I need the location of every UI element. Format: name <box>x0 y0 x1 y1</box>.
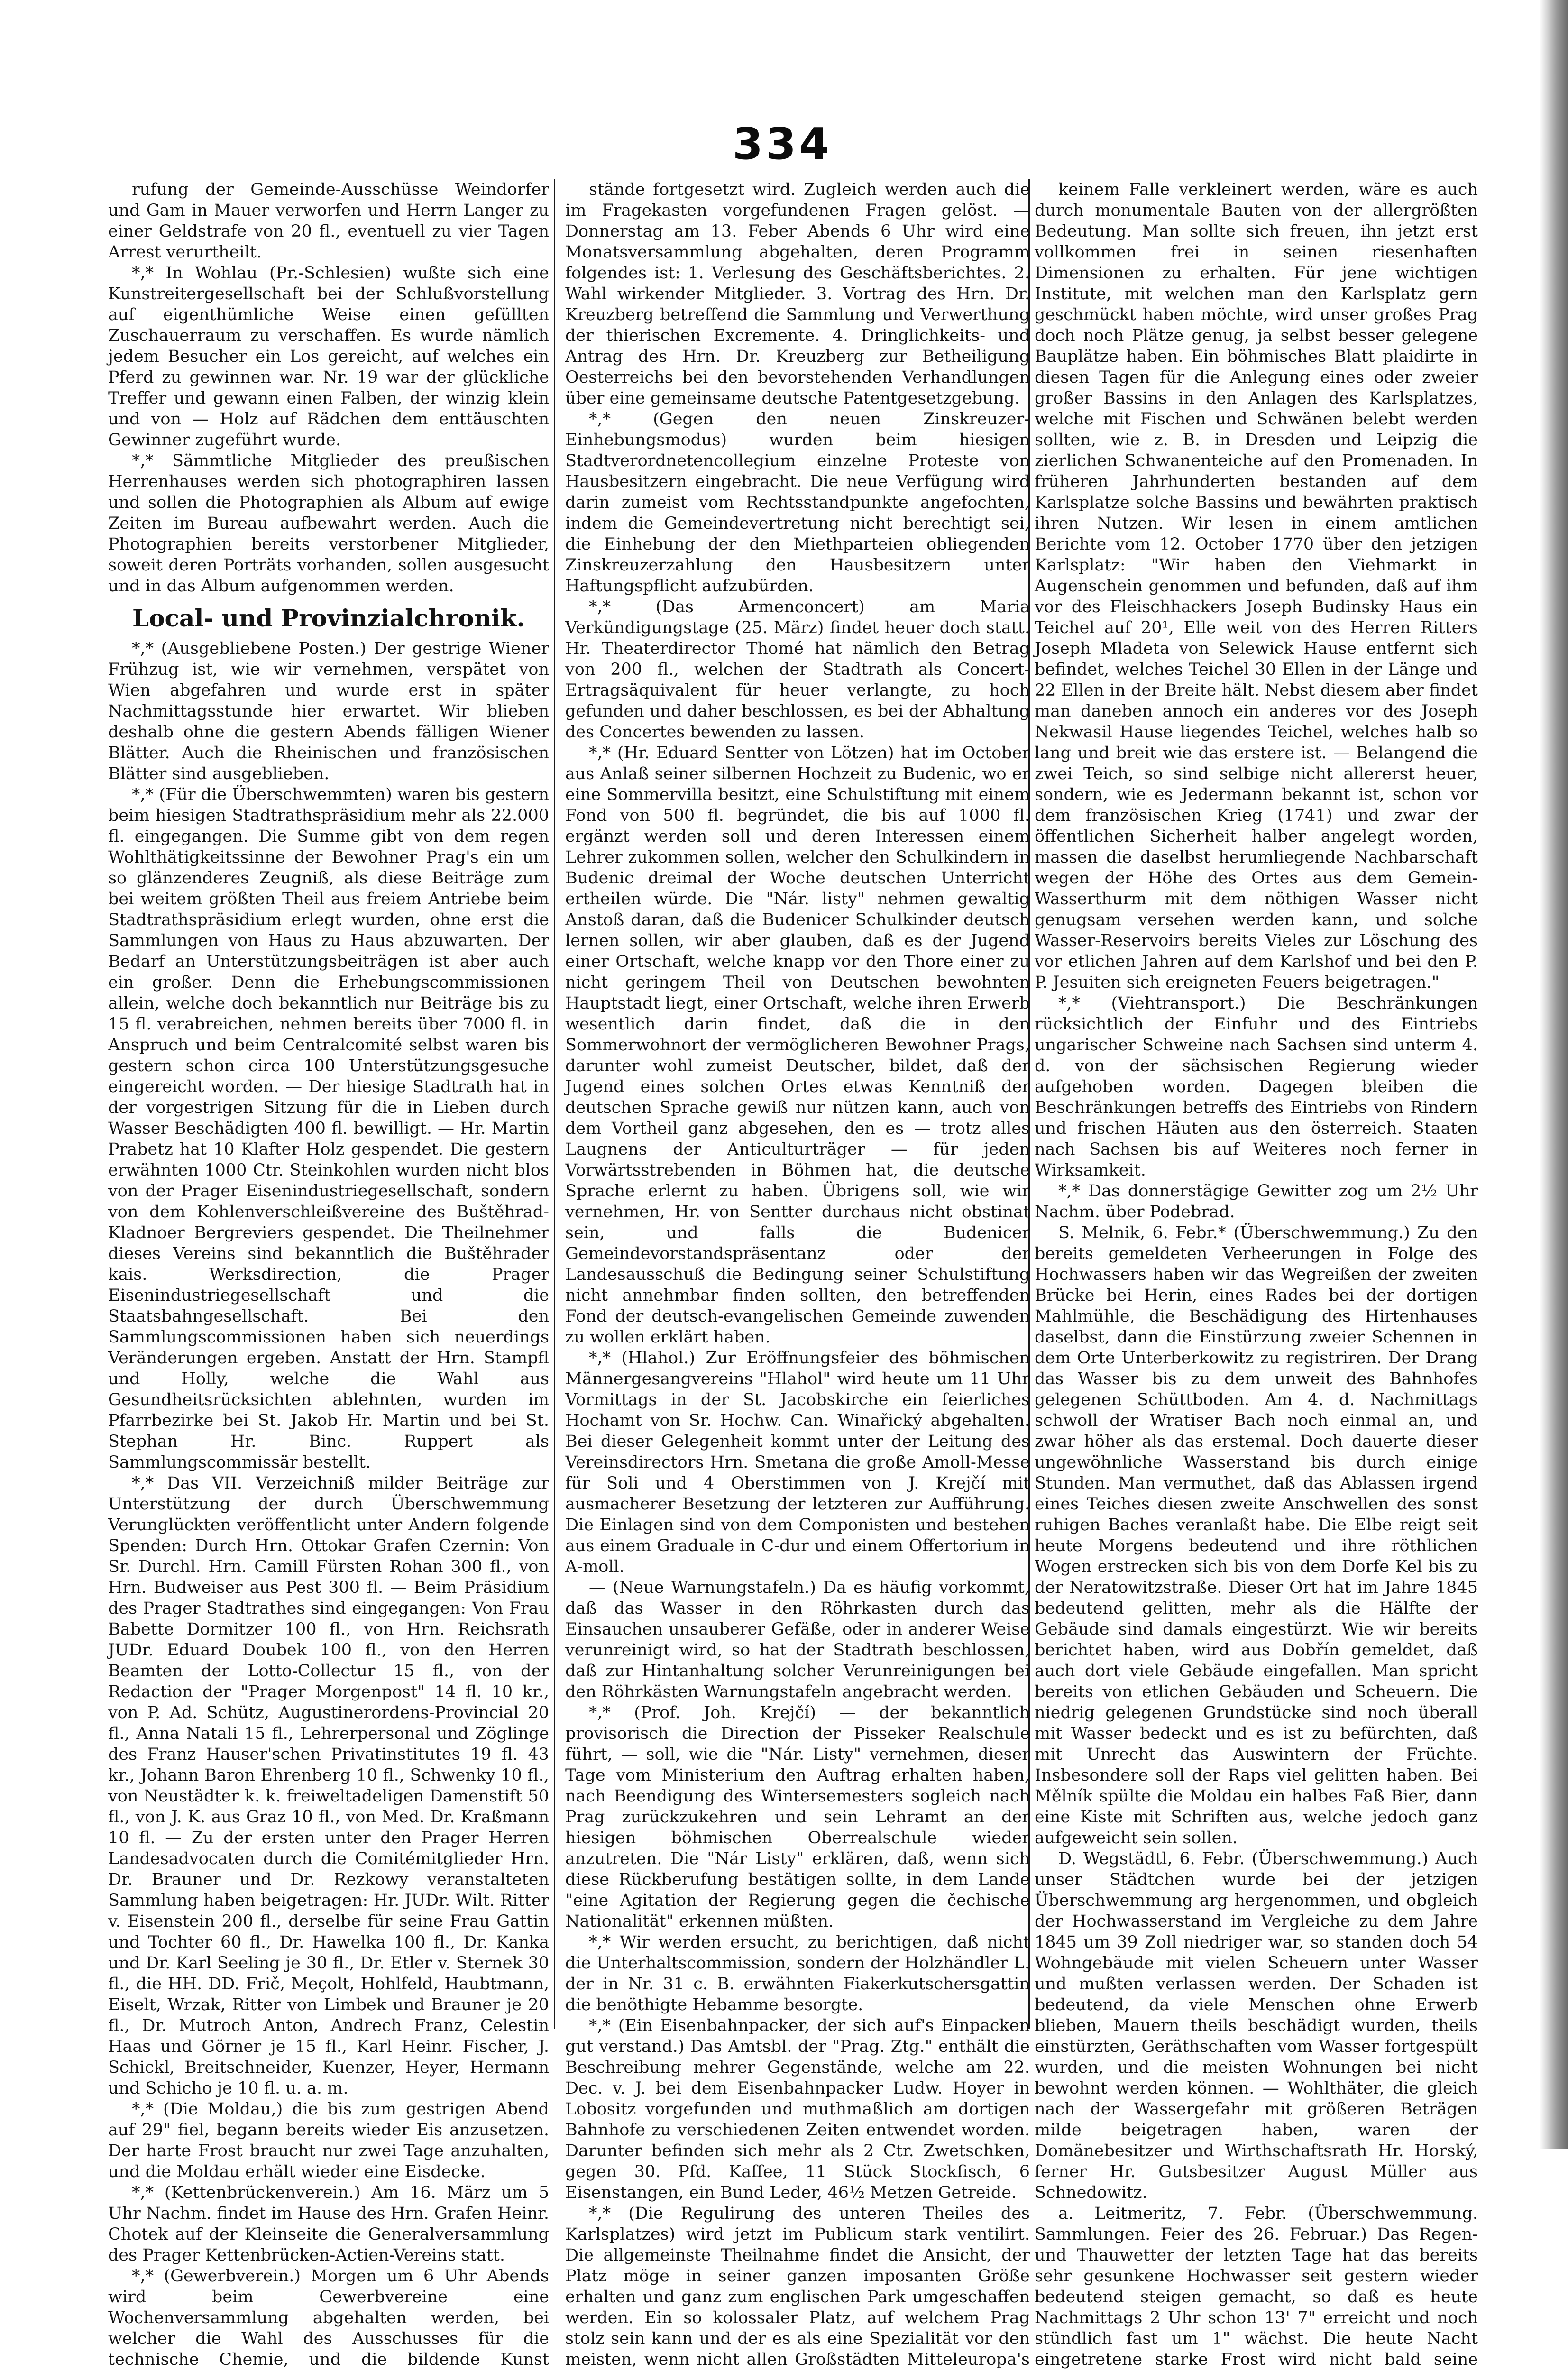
article-paragraph: *,* (Das Armenconcert) am Maria Verkündigungstage (25. März) findet heuer doch statt. Hr. Theaterdirector Thomé hat nämlich den Betrag von 200 fl., welchen der Stadtrath als Concert-Ertragsäquivalent für heuer verlangte, zu hoch gefunden und daher beschlossen, es bei der Abhaltung des Concertes bewenden zu lassen. <box>565 597 1030 742</box>
article-paragraph: *,* In Wohlau (Pr.-Schlesien) wußte sich eine Kunstreitergesellschaft bei der Schlußvorstellung auf eigenthümliche Weise einen gefüllten Zuschauerraum zu verschaffen. Es wurde nämlich jedem Besucher ein Los gereicht, auf welches ein Pferd zu gewinnen war. Nr. 19 war der glückliche Treffer und gewann einen Falben, der winzig klein und von — Holz auf Rädchen dem enttäuschten Gewinner zugeführt wurde. <box>108 264 549 450</box>
article-paragraph: *,* (Gegen den neuen Zinskreuzer-Einhebungsmodus) wurden beim hiesigen Stadtverordnetencollegium einzelne Proteste von Hausbesitzern eingebracht. Die neue Verfügung wird darin zumeist vom Rechtsstandpunkte angefochten, indem die Gemeindevertretung nicht berechtigt sei, die Einhebung der den Miethparteien obliegenden Zinskreuzerzahlung den Hausbesitzern unter Haftungspflicht aufzubürden. <box>565 410 1030 596</box>
article-paragraph: *,* (Hlahol.) Zur Eröffnungsfeier des böhmischen Männergesangvereins "Hlahol" wird heute um 11 Uhr Vormittags in der St. Jacobskirche ein feierliches Hochamt von Sr. Hochw. Can. Winařický abgehalten. Bei dieser Gelegenheit kommt unter der Leitung des Vereinsdirectors Hrn. Smetana die große Amoll-Messe für Soli und 4 Oberstimmen von J. Krejčí mit ausmacherer Besetzung der letzteren zur Aufführung. Die Einlagen sind von dem Componisten und bestehen aus einem Graduale in C-dur und einem Offertorium in A-moll. <box>565 1349 1030 1576</box>
article-paragraph: *,* Das donnerstägige Gewitter zog um 2½ Uhr Nachm. über Podebrad. <box>1035 1182 1478 1222</box>
article-paragraph: *,* (Für die Überschwemmten) waren bis gestern beim hiesigen Stadtrathspräsidium mehr als 22.000 fl. eingegangen. Die Summe gibt von dem regen Wohlthätigkeitssinne der Bewohner Prag's ein um so glänzenderes Zeugniß, als diese Beiträge zum bei weitem größten Theil aus freiem Antriebe beim Stadtrathspräsidium erlegt wurden, ohne erst die Sammlungen von Haus zu Haus abzuwarten. Der Bedarf an Unterstützungsbeiträgen ist aber auch ein großer. Denn die Erhebungscommissionen allein, welche doch bekanntlich nur Beiträge bis zu 15 fl. verabreichen, nehmen bereits über 7000 fl. in Anspruch und beim Centralcomité selbst waren bis gestern schon circa 100 Unterstützungsgesuche eingereicht worden. — Der hiesige Stadtrath hat in der vorgestrigen Sitzung für die in Lieben durch Wasser Beschädigten 400 fl. bewilligt. — Hr. Martin Prabetz hat 10 Klafter Holz gespendet. Die gestern erwähnten 1000 Ctr. Steinkohlen wurden nicht blos von der Prager Eisenindustriegesellschaft, sondern von dem Kohlenverschleißvereine des Buštěhrad-Kladnoer Bergreviers gespendet. Die Theilnehmer dieses Vereins sind bekanntlich die Buštěhrader kais. Werksdirection, die Prager Eisenindustriegesellschaft und die Staatsbahngesellschaft. Bei den Sammlungscommissionen haben sich neuerdings Veränderungen ergeben. Anstatt der Hrn. Stampfl und Holly, welche die Wahl aus Gesundheitsrücksichten ablehnten, wurden im Pfarrbezirke bei St. Jakob Hr. Martin und bei St. Stephan Hr. Binc. Ruppert als Sammlungscommissär bestellt. <box>108 785 549 1472</box>
article-paragraph: — (Neue Warnungstafeln.) Da es häufig vorkommt, daß das Wasser in den Röhrkasten durch das Einsauchen unsauberer Gefäße, oder in anderer Weise verunreinigt wird, so hat der Stadtrath beschlossen, daß zur Hintanhaltung solcher Verunreinigungen bei den Röhrkästen Warnungstafeln angebracht werden. <box>565 1578 1030 1701</box>
article-paragraph: keinem Falle verkleinert werden, wäre es auch durch monumentale Bauten von der allergrößten Bedeutung. Man sollte sich freuen, ihn jetzt erst vollkommen frei in seinen riesenhaften Dimensionen zu erhalten. Für jene wichtigen Institute, mit welchen man den Karlsplatz gern geschmückt haben möchte, wird unser großes Prag doch noch Plätze genug, ja selbst besser gelegene Bauplätze haben. Ein böhmisches Blatt plaidirte in diesen Tagen für die Anlegung eines oder zweier großer Bassins in den Anlagen des Karlsplatzes, welche mit Fischen und Schwänen belebt werden sollten, wie z. B. in Dresden und Leipzig die zierlichen Schwanenteiche auf den Promenaden. In früheren Jahrhunderten bestanden auf dem Karlsplatze solche Bassins und bewährten praktisch ihren Nutzen. Wir lesen in einem amtlichen Berichte vom 12. October 1770 über den jetzigen Karlsplatz: "Wir haben den Viehmarkt in Augenschein genommen und befunden, daß auf ihm vor des Fleischhackers Joseph Budinsky Haus ein Teichel auf 20¹, Elle weit von des Herren Ritters Joseph Mladeta von Selewick Hause entfernt sich befindet, welches Teichel 30 Ellen in der Länge und 22 Ellen in der Breite hält. Nebst diesem aber findet man daneben annoch ein anderes vor des Joseph Nekwasil Hause liegendes Teichel, welches halb so lang und breit wie das erstere ist. — Belangend die zwei Teich, so sind selbige nicht allererst heuer, sondern, wie es Jedermann bekannt ist, schon vor dem französischen Krieg (1741) und zwar der öffentlichen Sicherheit halber angelegt worden, massen die daselbst herumliegende Nachbarschaft wegen der Höhe des Ortes aus dem Gemein-Wasserthurm mit dem nöthigen Wasser nicht genugsam versehen werden kann, und solche Wasser-Reservoirs bereits Vieles zur Löschung des vor etlichen Jahren auf dem Karlshof und bei den P. P. Jesuiten sich ereigneten Feuers beigetragen." <box>1035 180 1478 992</box>
article-paragraph: S. Melnik, 6. Febr.* (Überschwemmung.) Zu den bereits gemeldeten Verheerungen in Folge des Hochwassers haben wir das Wegreißen der zweiten Brücke bei Herin, eines Rades bei der dortigen Mahlmühle, die Beschädigung des Hirtenhauses daselbst, dann die Einstürzung zweier Schennen in dem Orte Unterberkowitz zu registriren. Der Drang das Wasser bis zu dem unweit des Bahnhofes gelegenen Schüttboden. Am 4. d. Nachmittags schwoll der Wratiser Bach noch einmal an, und zwar höher als das erstemal. Doch dauerte dieser ungewöhnliche Wasserstand bis durch einige Stunden. Man vermuthet, daß das Ablassen irgend eines Teiches diesen zweite Anschwellen des sonst ruhigen Baches veranlaßt habe. Die Elbe reigt seit heute Morgens bedeutend und ihre röthlichen Wogen erstrecken sich bis von dem Dorfe Kel bis zu der Neratowitzstraße. Dieser Ort hat im Jahre 1845 bedeutend gelitten, mehr als die Hälfte der Gebäude sind damals eingestürzt. Wie wir bereits berichtet haben, wird aus Dobřín gemeldet, daß auch dort viele Gebäude eingefallen. Man spricht bereits von etlichen Gebäuden und Scheuern. Die niedrig gelegenen Grundstücke sind noch überall mit Wasser bedeckt und es ist zu befürchten, daß mit Unrecht das Auswintern der Früchte. Insbesondere soll der Raps viel gelitten haben. Bei Mělník spülte die Moldau ein halbes Faß Bier, dann eine Kiste mit Schriften aus, welche jedoch ganz aufgeweicht sein sollen. <box>1035 1223 1478 1847</box>
column-3 <box>1035 179 1478 2369</box>
article-paragraph: a. Leitmeritz, 7. Febr. (Überschwemmung. Sammlungen. Feier des 26. Februar.) Das Regen- und Thauwetter der letzten Tage hat das bereits sehr gesunkene Hochwasser seit gestern wieder bedeutend steigen gemacht, so daß es heute Nachmittags 2 Uhr schon 13' 7" erreicht und noch stündlich fast um 1" wächst. Die heute Nacht eingetretene starke Frost wird nicht bald seine <box>1035 2204 1478 2369</box>
column-2 <box>565 179 1030 2369</box>
article-paragraph: *,* (Viehtransport.) Die Beschränkungen rücksichtlich der Einfuhr und des Eintriebs ungarischer Schweine nach Sachsen sind unterm 4. d. von der sächsischen Regierung wieder aufgehoben worden. Dagegen bleiben die Beschränkungen betreffs des Eintriebs von Rindern und frischen Häuten aus den österreich. Staaten nach Sachsen bis auf Weiteres noch ferner in Wirksamkeit. <box>1035 994 1478 1180</box>
page-edge-shadow <box>1540 0 1568 2149</box>
article-paragraph: *,* (Ausgebliebene Posten.) Der gestrige Wiener Frühzug ist, wie wir vernehmen, verspätet von Wien abgefahren und wurde erst in später Nachmittagsstunde hier erwartet. Wir blieben deshalb ohne die gestern Abends fälligen Wiener Blätter. Auch die Rheinischen und französischen Blätter sind ausgeblieben. <box>108 639 549 783</box>
column-1 <box>108 179 549 2369</box>
article-paragraph: *,* Wir werden ersucht, zu berichtigen, daß nicht die Unterhaltscommission, sondern der Holzhändler L. der in Nr. 31 c. B. erwähnten Fiakerkutschersgattin die benöthigte Hebamme besorgte. <box>565 1933 1030 2014</box>
article-paragraph: *,* (Gewerbverein.) Morgen um 6 Uhr Abends wird beim Gewerbvereine eine Wochenversammlung abgehalten werden, bei welcher die Wahl des Ausschusses für die technische Chemie, und die bildende Kunst <box>108 2267 549 2369</box>
article-paragraph: *,* Das VII. Verzeichniß milder Beiträge zur Unterstützung der durch Überschwemmung Verunglückten veröffentlicht unter Andern folgende Spenden: Durch Hrn. Ottokar Grafen Czernin: Von Sr. Durchl. Hrn. Camill Fürsten Rohan 300 fl., von Hrn. Budweiser aus Pest 300 fl. — Beim Präsidium des Prager Stadtrathes sind eingegangen: Von Frau Babette Dormitzer 100 fl., von Hrn. Reichsrath JUDr. Eduard Doubek 100 fl., von den Herren Beamten der Lotto-Collectur 15 fl., von der Redaction der "Prager Morgenpost" 14 fl. 10 kr., von P. Ad. Schütz, Augustinerordens-Provincial 20 fl., Anna Natali 15 fl., Lehrerpersonal und Zöglinge des Franz Hauser'schen Privatinstitutes 19 fl. 43 kr., Johann Baron Ehrenberg 10 fl., Schwenky 10 fl., von Neustädter k. k. freiweltadeligen Damenstift 50 fl., von J. K. aus Graz 10 fl., von Med. Dr. Kraßmann 10 fl. — Zu der ersten unter den Prager Herren Landesadvocaten durch die Comitémitglieder Hrn. Dr. Brauner und Dr. Rezkowy veranstalteten Sammlung haben beigetragen: Hr. JUDr. Wilt. Ritter v. Eisenstein 200 fl., derselbe für seine Frau Gattin und Tochter 60 fl., Dr. Hawelka 100 fl., Dr. Kanka und Dr. Karl Seeling je 30 fl., Dr. Etler v. Sternek 30 fl., die HH. DD. Frič, Meçolt, Hohlfeld, Haubtmann, Eiselt, Wrzak, Ritter von Limbek und Brauner je 20 fl., Dr. Mutroch Anton, Andrech Franz, Celestin Haas und Görner je 15 fl., Karl Heinr. Fischer, J. Schickl, Breitschneider, Kuenzer, Heyer, Hermann und Schicho je 10 fl. u. a. m. <box>108 1474 549 2098</box>
article-paragraph: *,* (Prof. Joh. Krejčí) — der bekanntlich provisorisch die Direction der Pisseker Realschule führt, — soll, wie die "Nár. Listy" vernehmen, dieser Tage vom Ministerium den Auftrag erhalten haben, nach Beendigung des Wintersemesters sogleich nach Prag zurückzukehren und sein Lehramt an der hiesigen böhmischen Oberrealschule wieder anzutreten. Die "Nár Listy" erklären, daß, wenn sich diese Rückberufung bestätigen sollte, in dem Lande "eine Agitation der Regierung gegen die čechische Nationalität" erkennen müßten. <box>565 1703 1030 1931</box>
column-rule-1 <box>554 179 555 2029</box>
article-paragraph: stände fortgesetzt wird. Zugleich werden auch die im Fragekasten vorgefundenen Fragen gelöst. — Donnerstag am 13. Feber Abends 6 Uhr wird eine Monatsversammlung abgehalten, deren Programm folgendes ist: 1. Verlesung des Geschäftsberichtes. 2. Wahl wirkender Mitglieder. 3. Vortrag des Hrn. Dr. Kreuzberg betreffend die Sammlung und Verwerthung der thierischen Excremente. 4. Dringlichkeits- und Antrag des Hrn. Dr. Kreuzberg zur Betheiligung Oesterreichs bei den bevorstehenden Verhandlungen über eine gemeinsame deutsche Patentgesetzgebung. <box>565 180 1030 408</box>
page-number: 334 <box>732 119 833 169</box>
section-heading: Local- und Provinzialchronik. <box>132 604 525 632</box>
article-paragraph: *,* (Ein Eisenbahnpacker, der sich auf's Einpacken gut verstand.) Das Amtsbl. der "Prag. Ztg." enthält die Beschreibung mehrer Gegenstände, welche am 22. Dec. v. J. bei dem Eisenbahnpacker Ludw. Hoyer in Lobositz vorgefunden und muthmaßlich am dortigen Bahnhofe zu verschiedenen Zeiten entwendet worden. Darunter befinden sich mehr als 2 Ctr. Zwetschken, gegen 30. Pfd. Kaffee, 11 Stück Stockfisch, 6 Eisenstangen, ein Bund Leder, 46½ Metzen Getreide. <box>565 2016 1030 2202</box>
article-paragraph: *,* (Die Regulirung des unteren Theiles des Karlsplatzes) wird jetzt im Publicum stark ventilirt. Die allgemeinste Theilnahme findet die Ansicht, der Platz möge in seiner ganzen imposanten Größe erhalten und ganz zum englischen Park umgeschaffen werden. Ein so kolossaler Platz, auf welchem Prag stolz sein kann und der es als eine Spezialität vor den meisten, wenn nicht allen Großstädten Mitteleuropa's <box>565 2204 1030 2369</box>
article-paragraph: D. Wegstädtl, 6. Febr. (Überschwemmung.) Auch unser Städtchen wurde bei der jetzigen Überschwemmung arg hergenommen, und obgleich der Hochwasserstand im Vergleiche zu dem Jahre 1845 um 39 Zoll niedriger war, so standen doch 54 Wohngebäude mit vielen Scheuern unter Wasser und mußten verlassen werden. Der Schaden ist bedeutend, da viele Menschen ohne Erwerb blieben, Mauern theils beschädigt wurden, theils einstürzten, Geräthschaften vom Wasser fortgespült wurden, und die meisten Wohnungen bei nicht bewohnt werden können. — Wohlthäter, die gleich nach der Wassergefahr mit größeren Beträgen milde beigetragen haben, waren der Domänebesitzer und Wirthschaftsrath Hr. Horský, ferner Hr. Gutsbesitzer August Müller aus Schnedowitz. <box>1035 1849 1478 2202</box>
article-paragraph: *,* (Hr. Eduard Sentter von Lötzen) hat im October aus Anlaß seiner silbernen Hochzeit zu Budenic, wo er eine Sommervilla besitzt, eine Schulstiftung mit einem Fond von 500 fl. begründet, die bis auf 1000 fl. ergänzt werden soll und deren Interessen einem Lehrer zukommen sollen, welcher den Schulkindern in Budenic dreimal der Woche deutschen Unterricht ertheilen würde. Die "Nár. listy" nehmen gewaltig Anstoß daran, daß die Budenicer Schulkinder deutsch lernen sollen, wir aber glauben, daß es der Jugend einer Ortschaft, welche knapp vor den Thore einer zu nicht geringem Theil von Deutschen bewohnten Hauptstadt liegt, einer Ortschaft, welche ihren Erwerb wesentlich darin findet, daß die in den Sommerwohnort der vermöglicheren Bewohner Prags, darunter wohl zumeist Deutscher, bildet, daß der Jugend eines solchen Ortes etwas Kenntniß der deutschen Sprache gewiß nur nützen kann, auch von dem Vortheil ganz abgesehen, den es — trotz alles Laugnens der Anticulturträger — für jeden Vorwärtsstrebenden in Böhmen hat, die deutsche Sprache erlernt zu haben. Übrigens soll, wie wir vernehmen, Hr. von Sentter durchaus nicht obstinat sein, und falls die Budenicer Gemeindevorstandspräsentanz oder der Landesausschuß die Bedingung seiner Schulstiftung nicht annehmbar finden sollten, den betreffenden Fond der deutsch-evangelischen Gemeinde zuwenden zu wollen erklärt haben. <box>565 744 1030 1347</box>
article-paragraph: *,* Sämmtliche Mitglieder des preußischen Herrenhauses werden sich photographiren lassen und sollen die Photographien als Album auf ewige Zeiten im Bureau aufbewahrt werden. Auch die Photographien bereits verstorbener Mitglieder, soweit deren Porträts vorhanden, sollen ausgesucht und in das Album aufgenommen werden. <box>108 451 549 596</box>
article-paragraph: *,* (Kettenbrückenverein.) Am 16. März um 5 Uhr Nachm. findet im Hause des Hrn. Grafen Heinr. Chotek auf der Kleinseite die Generalversammlung des Prager Kettenbrücken-Actien-Vereins statt. <box>108 2183 549 2265</box>
article-paragraph: *,* (Die Moldau,) die bis zum gestrigen Abend auf 29" fiel, begann bereits wieder Eis anzusetzen. Der harte Frost braucht nur zwei Tage anzuhalten, und die Moldau erhält wieder eine Eisdecke. <box>108 2100 549 2181</box>
article-paragraph: rufung der Gemeinde-Ausschüsse Weindorfer und Gam in Mauer verworfen und Herrn Langer zu einer Geldstrafe von 20 fl., eventuell zu vier Tagen Arrest verurtheilt. <box>108 180 549 262</box>
